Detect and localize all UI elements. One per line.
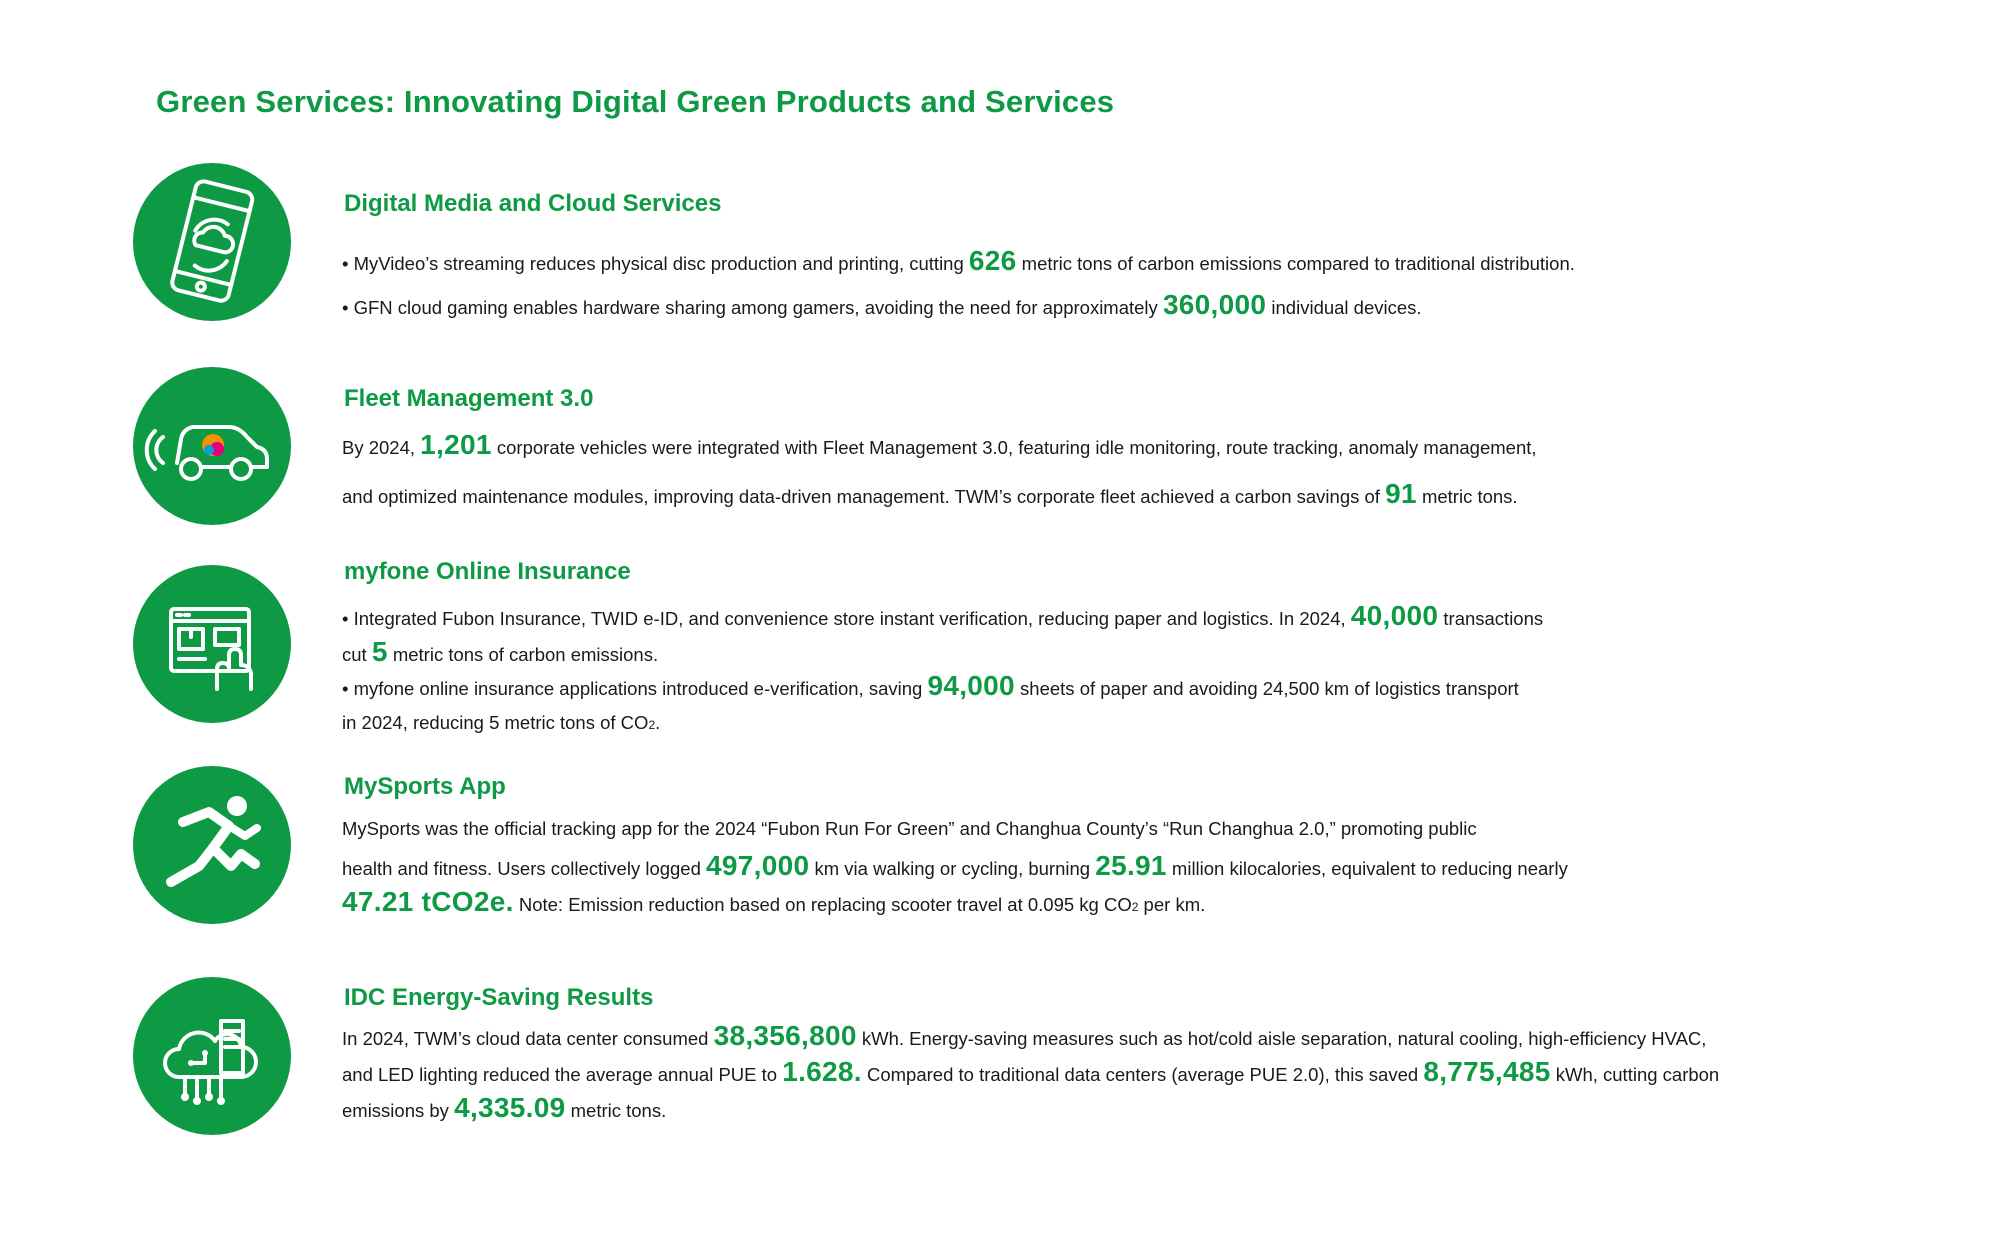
highlight-number: 47.21 tCO2e. — [342, 886, 514, 917]
highlight-number: 38,356,800 — [713, 1020, 857, 1051]
highlight-number: 91 — [1385, 478, 1417, 509]
highlight-number: 5 — [371, 636, 388, 667]
highlight-number: 1,201 — [420, 429, 492, 460]
cloud-server-circuit-icon — [133, 977, 291, 1135]
section-title-fleet-management: Fleet Management 3.0 — [344, 385, 594, 412]
insurance-line-4: in 2024, reducing 5 metric tons of CO2. — [342, 712, 661, 733]
digital-media-bullet-1: • MyVideo’s streaming reduces physical disc production and printing, cutting 626 metric tons of carbon emissions compared to traditional distribution. — [342, 245, 1575, 276]
section-title-myfone-insurance: myfone Online Insurance — [344, 558, 631, 585]
insurance-line-3: • myfone online insurance applications introduced e-verification, saving 94,000 sheets of paper and avoiding 24,500 km of logistics transport — [342, 670, 1519, 701]
page-title: Green Services: Innovating Digital Green Products and Services — [156, 84, 1115, 119]
section-title-idc: IDC Energy-Saving Results — [344, 984, 654, 1011]
section-title-mysports: MySports App — [344, 773, 506, 800]
fleet-line-2: and optimized maintenance modules, improving data-driven management. TWM’s corporate fleet achieved a carbon savings of 91 metric tons. — [342, 478, 1518, 509]
highlight-number: 626 — [968, 245, 1017, 276]
running-person-icon — [133, 766, 291, 924]
highlight-number: 497,000 — [706, 850, 810, 881]
smartphone-cloud-sync-icon — [133, 163, 291, 321]
connected-car-icon — [133, 367, 291, 525]
highlight-number: 360,000 — [1162, 289, 1267, 320]
highlight-number: 4,335.09 — [454, 1092, 566, 1123]
mysports-line-3: 47.21 tCO2e. Note: Emission reduction based on replacing scooter travel at 0.095 kg CO2 per km. — [342, 886, 1206, 917]
section-title-digital-media: Digital Media and Cloud Services — [344, 190, 722, 217]
fleet-line-1: By 2024, 1,201 corporate vehicles were integrated with Fleet Management 3.0, featuring idle monitoring, route tracking, anomaly management, — [342, 429, 1537, 460]
idc-line-2: and LED lighting reduced the average annual PUE to 1.628. Compared to traditional data centers (average PUE 2.0), this saved 8,775,485 kWh, cutting carbon — [342, 1056, 1720, 1087]
mysports-line-2: health and fitness. Users collectively logged 497,000 km via walking or cycling, burning 25.91 million kilocalories, equivalent to reducing nearly — [342, 850, 1568, 881]
highlight-number: 40,000 — [1350, 600, 1439, 631]
highlight-number: 94,000 — [927, 670, 1015, 701]
insurance-line-2: cut 5 metric tons of carbon emissions. — [342, 636, 659, 667]
idc-line-3: emissions by 4,335.09 metric tons. — [342, 1092, 667, 1123]
highlight-number: 1.628. — [782, 1056, 862, 1087]
online-insurance-touch-icon — [133, 565, 291, 723]
highlight-number: 25.91 — [1095, 850, 1167, 881]
digital-media-bullet-2: • GFN cloud gaming enables hardware sharing among gamers, avoiding the need for approximately 360,000 individual devices. — [342, 289, 1422, 320]
mysports-line-1: MySports was the official tracking app for the 2024 “Fubon Run For Green” and Changhua County’s “Run Changhua 2.0,” promoting public — [342, 818, 1477, 839]
insurance-line-1: • Integrated Fubon Insurance, TWID e-ID, and convenience store instant verification, reducing paper and logistics. In 2024, 40,000 transactions — [342, 600, 1544, 631]
highlight-number: 8,775,485 — [1423, 1056, 1551, 1087]
idc-line-1: In 2024, TWM’s cloud data center consumed 38,356,800 kWh. Energy-saving measures such as hot/cold aisle separation, natural cooling, high-efficiency HVAC, — [342, 1020, 1707, 1051]
